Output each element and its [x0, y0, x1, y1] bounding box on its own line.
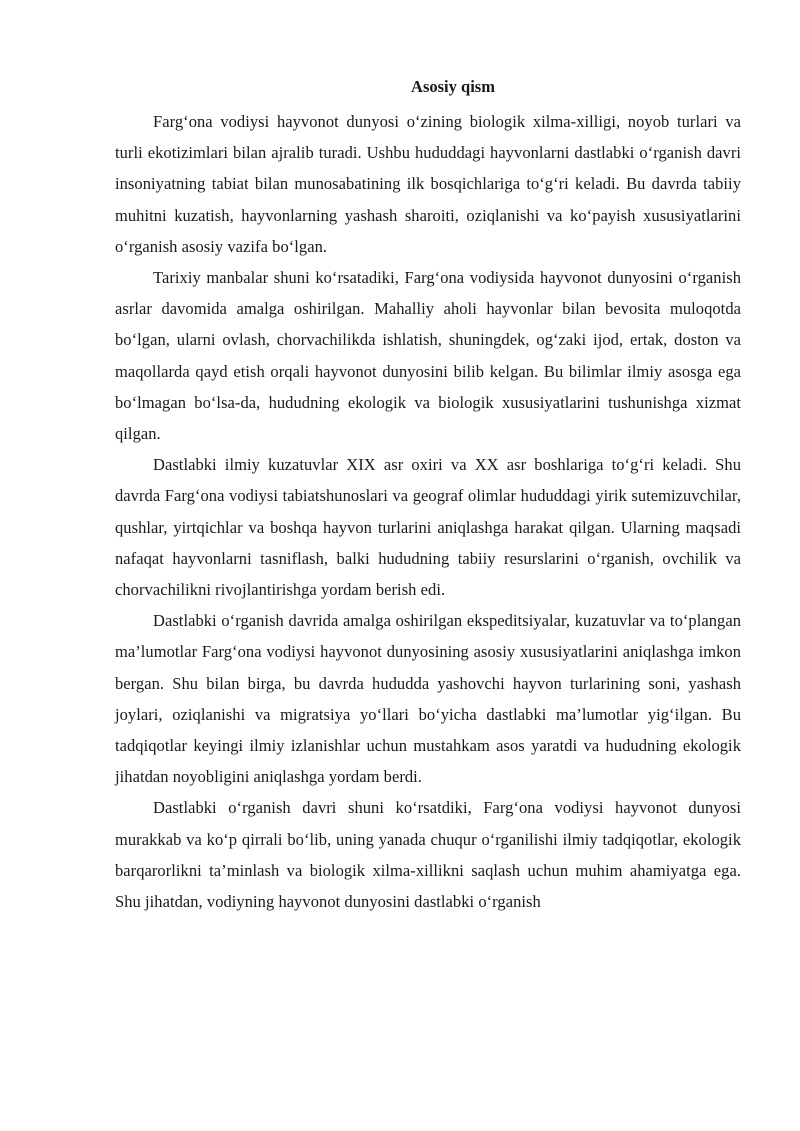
section-heading: Asosiy qism	[411, 77, 495, 96]
paragraph-2: Tarixiy manbalar shuni ko‘rsatadiki, Farg‘ona vodiysida hayvonot dunyosini o‘rganish asrlar davomida amalga oshirilgan. Mahalliy aholi hayvonlar bilan bevosita muloqotda bo‘lgan, ularni ovlash, chorvachilikda ishlatish, shuningdek, og‘zaki ijod, ertak, doston va maqollarda qayd etish orqali hayvonot dunyosini bilib kelgan. Bu bilimlar ilmiy asosga ega bo‘lmagan bo‘lsa-da, hududning ekologik va biologik xususiyatlarini tushunishga xizmat qilgan.	[115, 268, 741, 444]
paragraph-3: Dastlabki ilmiy kuzatuvlar XIX asr oxiri va XX asr boshlariga to‘g‘ri keladi. Shu davrda Farg‘ona vodiysi tabiatshunoslari va geograf olimlar hududdagi yirik sutemizuvchilar, qushlar, yirtqichlar va boshqa hayvon turlarini aniqlashga harakat qilgan. Ularning maqsadi nafaqat hayvonlarni tasniflash, balki hududning tabiiy resurslarini o‘rganish, ovchilik va chorvachilikni rivojlantirishga yordam berish edi.	[115, 455, 741, 600]
paragraph-5: Dastlabki o‘rganish davri shuni ko‘rsatdiki, Farg‘ona vodiysi hayvonot dunyosi murakkab va ko‘p qirrali bo‘lib, uning yanada chuqur o‘rganilishi ilmiy tadqiqotlar, ekologik barqarorlikni ta’minlash va biologik xilma-xillikni saqlash uchun muhim ahamiyatga ega. Shu jihatdan, vodiyning hayvonot dunyosini dastlabki o‘rganish	[115, 798, 741, 912]
paragraph-4: Dastlabki o‘rganish davrida amalga oshirilgan ekspeditsiyalar, kuzatuvlar va to‘plangan ma’lumotlar Farg‘ona vodiysi hayvonot dunyosining asosiy xususiyatlarini aniqlashga imkon bergan. Shu bilan birga, bu davrda hududda yashovchi hayvon turlarining soni, yashash joylari, oziqlanishi va migratsiya yo‘llari bo‘yicha dastlabki ma’lumotlar yig‘ilgan. Bu tadqiqotlar keyingi ilmiy izlanishlar uchun mustahkam asos yaratdi va hududning ekologik jihatdan noyobligini aniqlashga yordam berdi.	[115, 611, 741, 787]
document-body	[115, 74, 741, 917]
paragraph-1: Farg‘ona vodiysi hayvonot dunyosi o‘zining biologik xilma-xilligi, noyob turlari va turli ekotizimlari bilan ajralib turadi. Ushbu hududdagi hayvonlarni dastlabki o‘rganish davri insoniyatning tabiat bilan munosabatining ilk bosqichlariga to‘g‘ri keladi. Bu davrda tabiiy muhitni kuzatish, hayvonlarning yashash sharoiti, oziqlanishi va ko‘payish xususiyatlarini o‘rganish asosiy vazifa bo‘lgan.	[115, 112, 741, 256]
